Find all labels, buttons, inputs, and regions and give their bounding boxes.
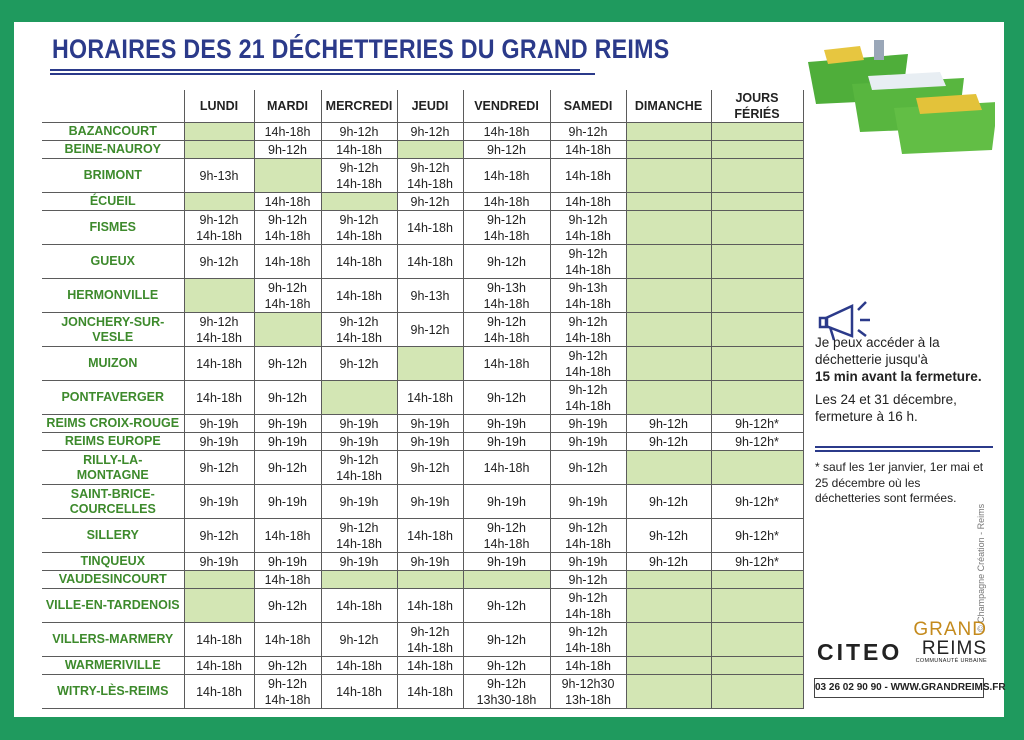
column-header: MERCREDI [321,90,397,123]
site-name: RILLY-LA- MONTAGNE [42,451,184,485]
hours-cell: 9h-12h [463,657,550,675]
site-name: TINQUEUX [42,553,184,571]
hours-cell: 9h-12h 14h-18h [463,313,550,347]
hours-cell: 9h-12h* [711,433,803,451]
table-row [42,123,803,141]
hours-cell: 14h-18h [321,675,397,709]
hours-cell: 9h-19h [397,433,463,451]
hours-cell: 14h-18h [463,123,550,141]
hours-cell: 9h-12h [550,123,626,141]
hours-cell: 9h-19h [321,433,397,451]
hours-cell: 14h-18h [397,245,463,279]
closing-note: Les 24 et 31 décembre, fermeture à 16 h. [815,392,957,424]
hours-cell [321,193,397,211]
logo-reims: REIMS [921,638,987,659]
hours-cell: 9h-12h [550,451,626,485]
hours-cell: 9h-12h* [711,485,803,519]
hours-cell: 9h-12h [254,347,321,381]
hours-cell: 9h-12h 14h-18h [321,451,397,485]
hours-cell: 14h-18h [321,245,397,279]
hours-cell [626,211,711,245]
hours-cell [711,347,803,381]
site-name: REIMS CROIX-ROUGE [42,415,184,433]
hours-cell: 9h-19h [254,553,321,571]
site-name: WARMERIVILLE [42,657,184,675]
hours-cell: 9h-12h [397,193,463,211]
hours-cell: 9h-12h 14h-18h [184,211,254,245]
hours-cell: 9h-12h 14h-18h [254,675,321,709]
hours-cell: 9h-19h [463,415,550,433]
hours-cell: 14h-18h [397,675,463,709]
site-name: MUIZON [42,347,184,381]
hours-cell: 9h-12h 14h-18h [254,279,321,313]
table-row [42,245,803,279]
hours-cell [711,571,803,589]
table-row [42,485,803,519]
recycling-bins-illustration [790,32,995,157]
hours-cell [184,589,254,623]
table-row [42,141,803,159]
hours-cell [711,279,803,313]
hours-cell: 9h-19h [550,433,626,451]
hours-cell: 9h-12h [463,141,550,159]
hours-cell: 9h-19h [550,553,626,571]
hours-cell: 9h-12h 14h-18h [550,589,626,623]
table-row [42,657,803,675]
hours-cell [711,589,803,623]
hours-cell [626,159,711,193]
hours-cell: 9h-12h [463,245,550,279]
site-name: BAZANCOURT [42,123,184,141]
title-underline [50,69,580,71]
table-row [42,347,803,381]
hours-cell: 9h-13h [184,159,254,193]
table-row [42,159,803,193]
site-name: HERMONVILLE [42,279,184,313]
grand-reims-logo [907,620,987,664]
hours-cell: 9h-12h [550,571,626,589]
hours-cell: 14h-18h [463,193,550,211]
site-name: GUEUX [42,245,184,279]
hours-cell [184,571,254,589]
hours-cell: 14h-18h [184,675,254,709]
hours-cell [184,279,254,313]
hours-cell [711,159,803,193]
hours-cell: 9h-12h 14h-18h [254,211,321,245]
hours-cell: 9h-19h [463,485,550,519]
hours-cell: 9h-12h [254,451,321,485]
hours-cell [626,451,711,485]
header-row [42,90,803,123]
hours-cell [626,141,711,159]
hours-cell: 9h-19h [397,485,463,519]
site-name: VILLERS-MARMERY [42,623,184,657]
hours-cell: 14h-18h [321,589,397,623]
hours-cell: 9h-19h [321,415,397,433]
hours-cell: 9h-19h [397,415,463,433]
hours-cell: 14h-18h [550,193,626,211]
hours-cell: 9h-12h 14h-18h [550,313,626,347]
hours-cell: 9h-13h 14h-18h [463,279,550,313]
hours-cell [321,571,397,589]
hours-cell: 9h-12h [254,589,321,623]
hours-cell: 9h-19h [397,553,463,571]
table-row [42,279,803,313]
hours-cell: 9h-12h 14h-18h [184,313,254,347]
hours-cell [397,141,463,159]
hours-cell: 14h-18h [254,193,321,211]
hours-cell: 9h-12h* [711,519,803,553]
hours-cell: 9h-19h [550,485,626,519]
column-header: MARDI [254,90,321,123]
column-header: LUNDI [184,90,254,123]
hours-cell: 9h-12h 14h-18h [321,519,397,553]
hours-cell: 14h-18h [254,623,321,657]
site-name: BRIMONT [42,159,184,193]
hours-cell: 9h-12h 14h-18h [550,519,626,553]
hours-cell: 9h-12h [397,123,463,141]
hours-cell: 9h-12h* [711,553,803,571]
hours-cell: 9h-19h [184,485,254,519]
hours-cell: 9h-12h* [711,415,803,433]
hours-cell: 14h-18h [550,159,626,193]
hours-cell: 9h-12h 14h-18h [550,211,626,245]
site-name: VAUDESINCOURT [42,571,184,589]
hours-cell: 9h-12h [626,553,711,571]
access-info [815,334,995,431]
hours-cell [711,141,803,159]
table-row [42,193,803,211]
hours-cell [184,141,254,159]
site-name: REIMS EUROPE [42,433,184,451]
logo-communaute: COMMUNAUTÉ URBAINE [915,658,987,664]
hours-cell [184,193,254,211]
hours-cell: 14h-18h [463,451,550,485]
hours-cell [626,623,711,657]
hours-cell: 9h-12h [463,381,550,415]
page-title: HORAIRES DES 21 DÉCHETTERIES DU GRAND REIMS [52,34,670,64]
site-name: VILLE-EN-TARDENOIS [42,589,184,623]
hours-cell: 9h-12h [463,589,550,623]
hours-cell: 9h-19h [184,415,254,433]
hours-cell [626,589,711,623]
schedule-card [14,22,1004,717]
hours-cell [254,159,321,193]
hours-cell: 9h-13h 14h-18h [550,279,626,313]
hours-cell: 9h-12h [254,657,321,675]
hours-cell: 14h-18h [321,279,397,313]
hours-cell [711,211,803,245]
hours-cell [626,571,711,589]
schedule-table [42,90,804,709]
hours-cell: 14h-18h [184,347,254,381]
hours-cell: 14h-18h [397,657,463,675]
logo-grand: GRAND [913,619,987,640]
hours-cell [626,245,711,279]
site-name: WITRY-LÈS-REIMS [42,675,184,709]
credit-text: © Champagne Création - Reims [976,503,986,632]
hours-cell: 14h-18h [397,381,463,415]
hours-cell [626,279,711,313]
hours-cell: 9h-12h [397,313,463,347]
hours-cell: 9h-12h [626,415,711,433]
hours-cell: 9h-19h [184,433,254,451]
hours-cell [711,657,803,675]
hours-cell: 9h-12h 14h-18h [550,381,626,415]
hours-cell: 9h-19h [254,415,321,433]
column-header: DIMANCHE [626,90,711,123]
column-header: JEUDI [397,90,463,123]
hours-cell: 9h-12h [321,123,397,141]
hours-cell: 9h-12h [184,519,254,553]
hours-cell [626,193,711,211]
site-name: PONTFAVERGER [42,381,184,415]
hours-cell: 9h-12h 14h-18h [463,519,550,553]
hours-cell: 9h-19h [321,485,397,519]
schedule-body [42,123,803,709]
table-row [42,623,803,657]
hours-cell: 9h-12h [626,433,711,451]
footnote: * sauf les 1er janvier, 1er mai et 25 décembre où les déchetteries sont fermées. [815,460,984,505]
access-bold: 15 min avant la fermeture. [815,369,982,384]
hours-cell [711,313,803,347]
hours-cell: 9h-19h [321,553,397,571]
hours-cell [321,381,397,415]
hours-cell: 14h-18h [397,211,463,245]
citeo-logo: CITEO [817,639,903,665]
table-row [42,675,803,709]
contact-box[interactable]: 03 26 02 90 90 - WWW.GRANDREIMS.FR [814,678,984,698]
hours-cell [626,313,711,347]
hours-cell [463,571,550,589]
hours-cell [397,347,463,381]
hours-cell: 9h-12h 14h-18h [321,211,397,245]
hours-cell [184,123,254,141]
hours-cell: 14h-18h [254,571,321,589]
hours-cell: 9h-12h [321,623,397,657]
column-header: VENDREDI [463,90,550,123]
hours-cell [711,123,803,141]
header-corner [42,90,184,123]
hours-cell: 9h-12h 14h-18h [321,313,397,347]
hours-cell: 14h-18h [397,519,463,553]
site-name: SILLERY [42,519,184,553]
hours-cell [711,381,803,415]
table-row [42,433,803,451]
hours-cell: 9h-12h [254,381,321,415]
hours-cell [626,123,711,141]
hours-cell: 9h-12h [626,485,711,519]
hours-cell [711,451,803,485]
hours-cell: 9h-12h [397,451,463,485]
hours-cell: 9h-19h [550,415,626,433]
site-name: FISMES [42,211,184,245]
table-row [42,211,803,245]
site-name: BEINE-NAUROY [42,141,184,159]
table-row [42,313,803,347]
hours-cell: 14h-18h [550,141,626,159]
hours-cell: 14h-18h [321,657,397,675]
hours-cell: 9h-19h [254,485,321,519]
table-row [42,571,803,589]
hours-cell: 9h-19h [184,553,254,571]
table-row [42,381,803,415]
table-row [42,451,803,485]
hours-cell: 9h-12h 14h-18h [321,159,397,193]
table-row [42,553,803,571]
hours-cell: 9h-12h [254,141,321,159]
hours-cell: 9h-13h [397,279,463,313]
hours-cell [626,347,711,381]
hours-cell: 9h-12h 14h-18h [550,623,626,657]
hours-cell: 9h-12h 14h-18h [397,159,463,193]
hours-cell: 9h-12h 13h30-18h [463,675,550,709]
title-underline-2 [50,73,595,75]
hours-cell: 9h-12h 14h-18h [397,623,463,657]
table-row [42,415,803,433]
hours-cell [626,657,711,675]
hours-cell [711,623,803,657]
hours-cell [711,675,803,709]
hours-cell: 9h-12h [626,519,711,553]
site-name: JONCHERY-SUR-VESLE [42,313,184,347]
hours-cell: 14h-18h [463,347,550,381]
access-text: Je peux accéder à la déchetterie jusqu'à [815,335,940,367]
hours-cell: 9h-12h [184,451,254,485]
hours-cell: 14h-18h [321,141,397,159]
hours-cell: 14h-18h [463,159,550,193]
hours-cell: 14h-18h [397,589,463,623]
hours-cell [626,675,711,709]
hours-cell [254,313,321,347]
hours-cell: 9h-12h [321,347,397,381]
hours-cell: 9h-19h [463,553,550,571]
column-header: JOURS FÉRIÉS [711,90,803,123]
hours-cell: 9h-12h 14h-18h [550,347,626,381]
hours-cell: 14h-18h [254,123,321,141]
side-divider-2 [815,450,980,452]
hours-cell [711,193,803,211]
hours-cell: 9h-19h [463,433,550,451]
hours-cell [711,245,803,279]
side-divider [815,446,993,448]
hours-cell: 9h-12h30 13h-18h [550,675,626,709]
hours-cell: 14h-18h [184,623,254,657]
hours-cell: 9h-19h [254,433,321,451]
hours-cell [626,381,711,415]
table-row [42,589,803,623]
hours-cell: 9h-12h [463,623,550,657]
hours-cell: 9h-12h 14h-18h [463,211,550,245]
table-row [42,519,803,553]
hours-cell: 9h-12h 14h-18h [550,245,626,279]
hours-cell: 9h-12h [184,245,254,279]
site-name: ÉCUEIL [42,193,184,211]
site-name: SAINT-BRICE- COURCELLES [42,485,184,519]
hours-cell: 14h-18h [550,657,626,675]
column-header: SAMEDI [550,90,626,123]
hours-cell: 14h-18h [184,381,254,415]
hours-cell [397,571,463,589]
hours-cell: 14h-18h [254,245,321,279]
hours-cell: 14h-18h [254,519,321,553]
hours-cell: 14h-18h [184,657,254,675]
